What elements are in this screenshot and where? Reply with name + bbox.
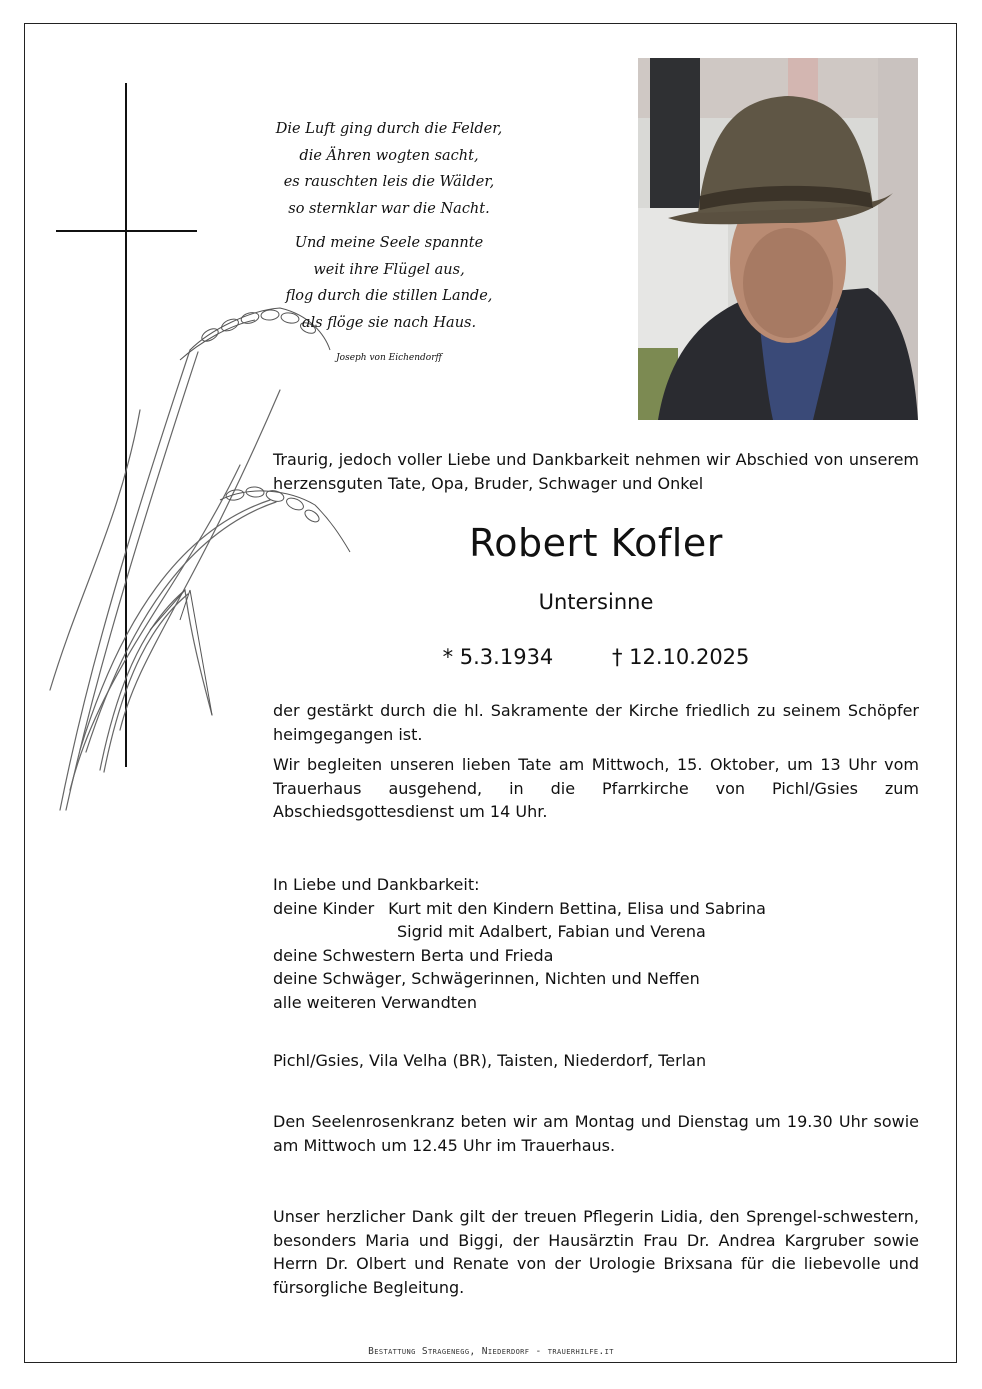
cross-horizontal-bar <box>56 230 197 232</box>
funeral-text: Wir begleiten unseren lieben Tate am Mittwoch, 15. Oktober, um 13 Uhr vom Trauerhaus ausgehend, in die Pfarrkirche von Pichl/Gsies zum Abschiedsgottesdienst um 14 Uhr. <box>273 755 919 821</box>
death-date: † 12.10.2025 <box>611 645 750 669</box>
poem-line: Die Luft ging durch die Felder, <box>275 121 503 137</box>
family-inlaws: deine Schwäger, Schwägerinnen, Nichten und Neffen <box>273 969 700 988</box>
family-children-row <box>273 897 919 921</box>
family-sisters: deine Schwestern Berta und Frieda <box>273 945 554 965</box>
intro-text: Traurig, jedoch voller Liebe und Dankbarkeit nehmen wir Abschied von unserem herzensguten Tate, Opa, Bruder, Schwager und Onkel <box>273 450 919 493</box>
deceased-name: Robert Kofler <box>469 521 723 565</box>
rosary-text: Den Seelenrosenkranz beten wir am Montag und Dienstag um 19.30 Uhr sowie am Mittwoch um 12.45 Uhr im Trauerhaus. <box>273 1112 919 1155</box>
poem-line: die Ähren wogten sacht, <box>299 147 479 164</box>
poem-line: flog durch die stillen Lande, <box>285 288 493 304</box>
family-section <box>273 873 919 1014</box>
family-heading: In Liebe und Dankbarkeit: <box>273 875 480 894</box>
places-text: Pichl/Gsies, Vila Velha (BR), Taisten, Niederdorf, Terlan <box>273 1051 707 1070</box>
sacraments-text: der gestärkt durch die hl. Sakramente der Kirche friedlich zu seinem Schöpfer heimgegangen ist. <box>273 701 919 744</box>
poem-line: so sternklar war die Nacht. <box>288 200 490 217</box>
life-dates <box>273 645 919 669</box>
portrait-photo <box>638 58 918 420</box>
footer-credit: Bestattung Stragenegg, Niederdorf - trauerhilfe.it <box>368 1346 614 1357</box>
poem-line: es rauschten leis die Wälder, <box>283 174 495 190</box>
poem-line: weit ihre Flügel aus, <box>313 261 465 278</box>
poem-author: Joseph von Eichendorff <box>336 353 442 363</box>
poem-line: als flöge sie nach Haus. <box>301 314 477 331</box>
children-label: deine Kinder <box>273 898 375 918</box>
thanks-text: Unser herzlicher Dank gilt der treuen Pflegerin Lidia, den Sprengel-schwestern, besonders Maria und Biggi, der Hausärztin Frau Dr. Andrea Kargruber sowie Herrn Dr. Olbert und Renate von der Urologie Brixsana für die liebevolle und fürsorgliche Begleitung. <box>273 1207 919 1297</box>
poem <box>272 116 506 336</box>
family-relatives: alle weiteren Verwandten <box>273 992 477 1012</box>
deceased-hometown: Untersinne <box>538 590 654 614</box>
children-line-1: Kurt mit den Kindern Bettina, Elisa und Sabrina <box>388 898 766 918</box>
birth-date: * 5.3.1934 <box>442 645 554 669</box>
poem-line: Und meine Seele spannte <box>294 235 484 251</box>
children-line-2: Sigrid mit Adalbert, Fabian und Verena <box>397 922 706 941</box>
